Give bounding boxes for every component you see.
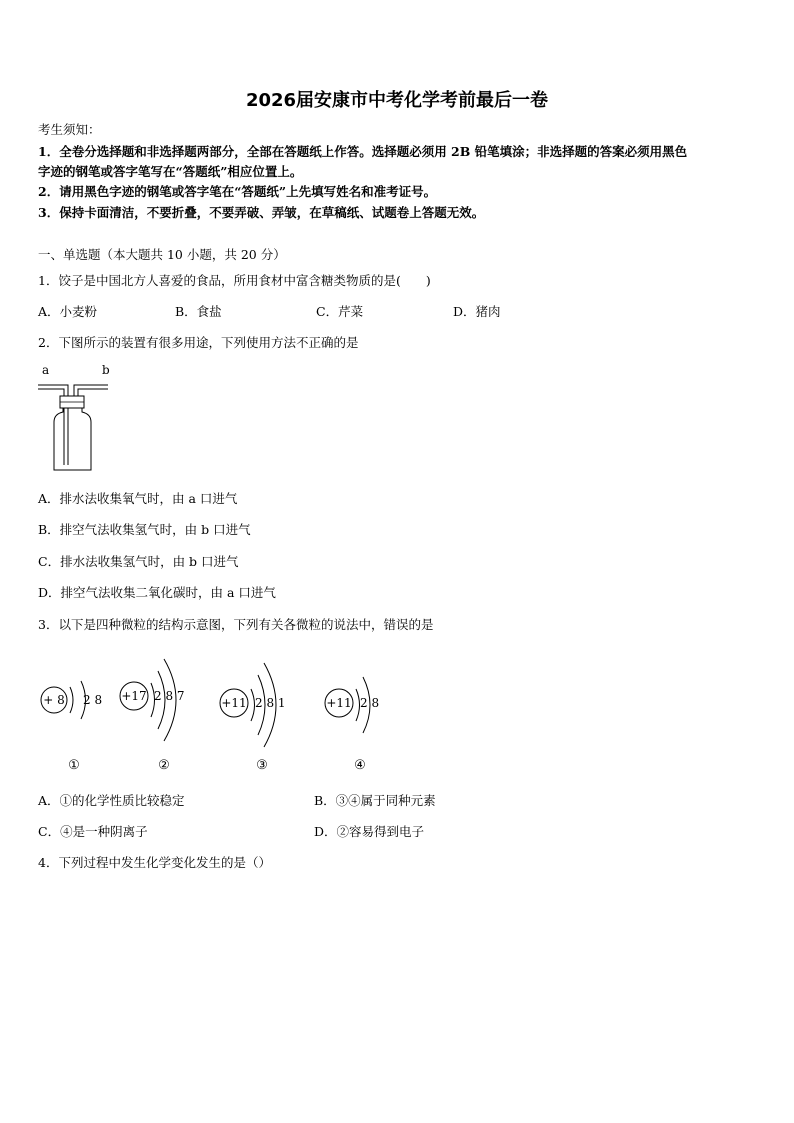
question-1-option-b: B．食盐 xyxy=(175,304,222,319)
question-2-stem: 2．下图所示的装置有很多用途，下列使用方法不正确的是 xyxy=(38,335,359,350)
figure-label-a: a xyxy=(42,363,50,377)
particle-3-label: ③ xyxy=(256,758,268,773)
question-3-option-a: A．①的化学性质比较稳定 xyxy=(38,793,185,808)
particle-1-label: ① xyxy=(68,758,80,773)
question-2-option-d: D．排空气法收集二氧化碳时，由 a 口进气 xyxy=(38,585,276,600)
question-3-option-d: D．②容易得到电子 xyxy=(314,824,425,839)
notice-line-2: 2．请用黑色字迹的钢笔或答字笔在“答题纸”上先填写姓名和准考证号。 xyxy=(38,184,437,199)
particle-4-label: ④ xyxy=(354,758,366,773)
particle-4-nucleus: +11 xyxy=(326,696,352,710)
question-3-option-c: C．④是一种阴离子 xyxy=(38,824,148,839)
page-title: 2026届安康市中考化学考前最后一卷 xyxy=(245,90,549,111)
particle-3-nucleus: +11 xyxy=(221,696,247,710)
notice-heading: 考生须知： xyxy=(38,122,101,137)
question-3-option-b: B．③④属于同种元素 xyxy=(314,793,436,808)
question-2-option-c: C．排水法收集氢气时，由 b 口进气 xyxy=(38,554,239,569)
particle-2-label: ② xyxy=(158,758,170,773)
question-1-option-a: A．小麦粉 xyxy=(38,304,98,319)
question-1-option-c: C．芹菜 xyxy=(316,304,364,319)
particle-2-shells: 2 8 7 xyxy=(154,689,185,703)
section-heading: 一、单选题（本大题共 10 小题，共 20 分） xyxy=(38,247,286,262)
figure-label-b: b xyxy=(102,363,110,377)
question-3-stem: 3．以下是四种微粒的结构示意图，下列有关各微粒的说法中，错误的是 xyxy=(38,617,434,632)
question-2-option-a: A．排水法收集氧气时，由 a 口进气 xyxy=(38,491,238,506)
gas-bottle-figure xyxy=(36,360,116,475)
question-1-option-d: D．猪肉 xyxy=(453,304,501,319)
notice-line-1-cont: 字迹的钢笔或答字笔写在“答题纸”相应位置上。 xyxy=(38,164,303,179)
particle-1-nucleus: + 8 xyxy=(43,693,65,707)
particle-3-diagram xyxy=(220,663,286,773)
particle-4-shells: 2 8 xyxy=(360,696,380,710)
particle-1-shells: 2 8 xyxy=(83,693,103,707)
particle-3-shells: 2 8 1 xyxy=(255,696,286,710)
notice-line-3: 3．保持卡面清洁，不要折叠，不要弄破、弄皱，在草稿纸、试题卷上答题无效。 xyxy=(38,205,485,220)
particle-2-nucleus: +17 xyxy=(121,689,147,703)
particle-1-diagram xyxy=(41,681,102,773)
notice-line-1: 1．全卷分选择题和非选择题两部分，全部在答题纸上作答。选择题必须用 2B 铅笔填涂；非选择题的答案必须用黑色 xyxy=(38,144,688,159)
question-2-option-b: B．排空气法收集氢气时，由 b 口进气 xyxy=(38,522,251,537)
question-1-stem: 1．饺子是中国北方人喜爱的食品，所用食材中富含糖类物质的是( ) xyxy=(38,273,431,288)
particle-4-diagram xyxy=(325,677,379,773)
particle-2-diagram xyxy=(120,659,185,773)
particle-structure-figure xyxy=(30,645,410,775)
question-4-stem: 4．下列过程中发生化学变化发生的是（） xyxy=(38,855,271,870)
